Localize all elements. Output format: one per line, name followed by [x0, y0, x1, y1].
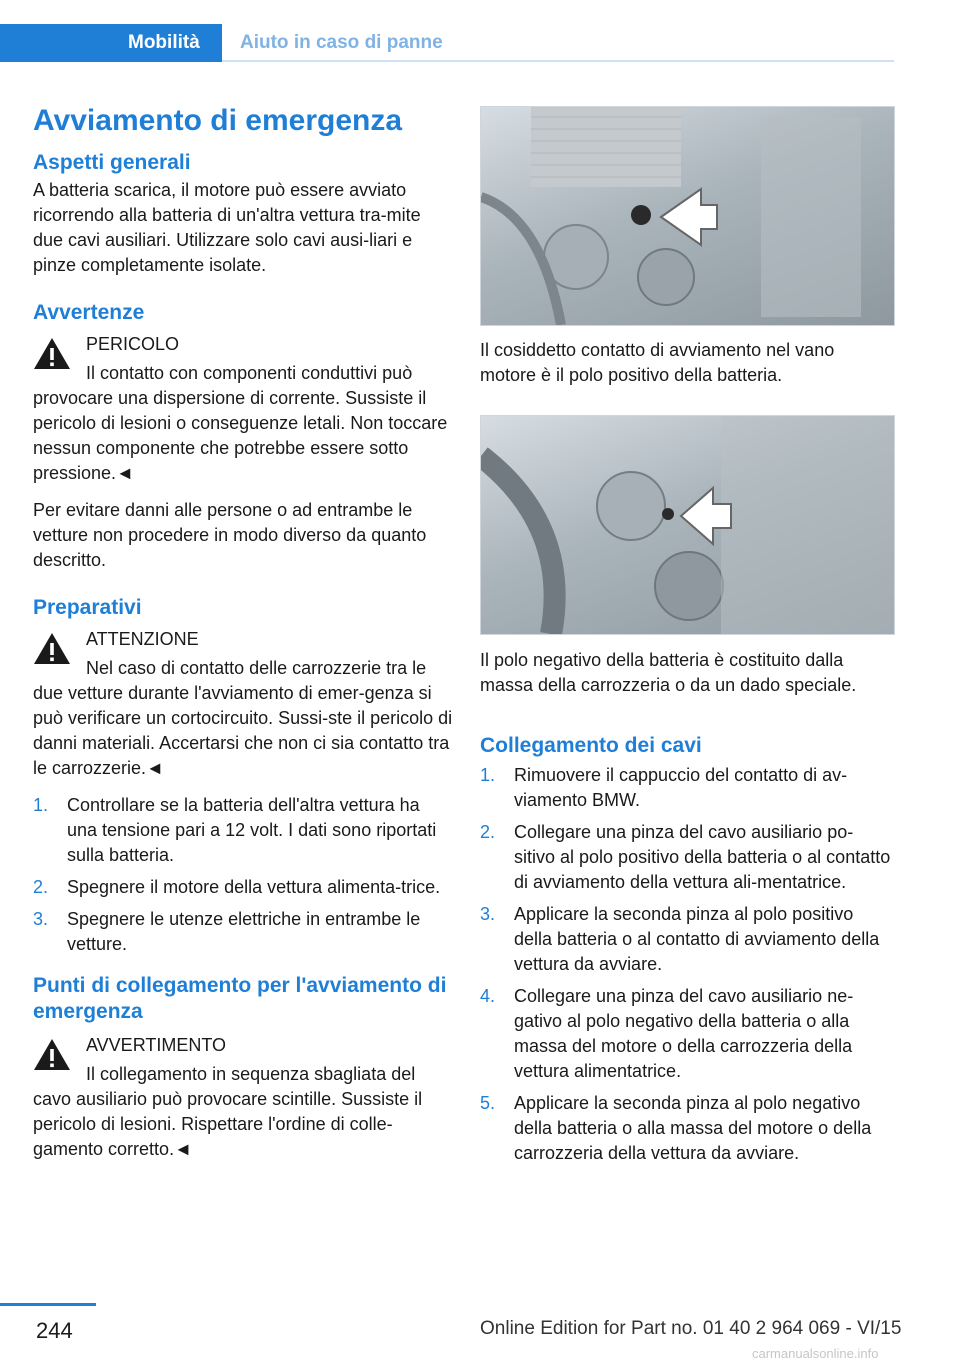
warning-title: AVVERTIMENTO: [86, 1035, 227, 1055]
warning-triangle-icon: [33, 1037, 71, 1071]
tab-mobilita[interactable]: [0, 24, 222, 62]
step-number: 5.: [480, 1093, 496, 1113]
warning-text: Il collegamento in sequenza sbagliata del cavo ausiliario può provocare scintille. Sussiste il pericolo di lesioni. Rispettare l'ordine di colle-gamento corretto.◄: [33, 1064, 423, 1159]
step-number: 2.: [33, 877, 49, 897]
prep-steps-list: [33, 793, 453, 957]
heading-connection-points: Punti di collegamento per l'avviamento di emergenza: [33, 974, 447, 1023]
list-item: [480, 984, 894, 1084]
step-text: Rimuovere il cappuccio del contatto di av-viamento BMW.: [514, 765, 848, 810]
left-column: [33, 104, 453, 1162]
caution-text: Nel caso di contatto delle carrozzerie tra le due vetture durante l'avviamento di emer-genza si può verificare un cortocircuito. Sussi-ste il pericolo di danni materiali. Accertarsi che non ci sia contatto tra le carrozzerie.◄: [33, 658, 453, 778]
step-text: Collegare una pinza del cavo ausiliario po-sitivo al polo positivo della batteria o al contatto di avviamento della vettura ali-mentatrice.: [514, 822, 891, 892]
list-item: [480, 763, 894, 813]
step-number: 1.: [480, 765, 496, 785]
danger-title: PERICOLO: [86, 334, 180, 354]
right-column-steps: [480, 733, 894, 1173]
heading-general: Aspetti generali: [33, 151, 191, 174]
list-item: [33, 907, 453, 957]
engine-bay-photo-negative: [480, 415, 895, 635]
tab-mobilita-label: Mobilità: [128, 32, 200, 53]
step-number: 2.: [480, 822, 496, 842]
step-text: Applicare la seconda pinza al polo positivo della batteria o al contatto di avviamento della vettura da avviare.: [514, 904, 880, 974]
caution-title: ATTENZIONE: [86, 629, 199, 649]
header-divider: [222, 60, 894, 62]
step-text: Spegnere le utenze elettriche in entrambe le vetture.: [67, 909, 421, 954]
edition-footer: Online Edition for Part no. 01 40 2 964 069 - VI/15: [480, 1318, 902, 1339]
step-number: 3.: [480, 904, 496, 924]
step-text: Applicare la seconda pinza al polo negativo della batteria o alla massa del motore o della carrozzeria della vettura da avviare.: [514, 1093, 872, 1163]
page-number: 244: [36, 1318, 73, 1343]
connect-steps-list: [480, 763, 894, 1166]
caption-negative: Il polo negativo della batteria è costituito dalla massa della carrozzeria o da un dado speciale.: [480, 650, 857, 695]
warning-triangle-icon: [33, 631, 71, 665]
danger-block: [33, 332, 453, 486]
step-number: 3.: [33, 909, 49, 929]
step-text: Collegare una pinza del cavo ausiliario ne-gativo al polo negativo della batteria o alla massa del motore o della carrozzeria della vettura alimentatrice.: [514, 986, 854, 1081]
list-item: [480, 1091, 894, 1166]
warning-block: [33, 1033, 453, 1162]
list-item: [33, 793, 453, 868]
arrow-icon: [661, 189, 717, 245]
step-text: Spegnere il motore della vettura alimenta-trice.: [67, 877, 441, 897]
heading-collegamento: Collegamento dei cavi: [480, 734, 702, 757]
heading-warnings: Avvertenze: [33, 301, 145, 324]
paragraph-avoid: Per evitare danni alle persone o ad entrambe le vetture non procedere in modo diverso da quanto descritto.: [33, 500, 427, 570]
tab-aiuto[interactable]: [222, 24, 894, 62]
step-number: 1.: [33, 795, 49, 815]
heading-preparativi: Preparativi: [33, 596, 142, 619]
page-number-rule: [0, 1303, 96, 1306]
danger-text: Il contatto con componenti conduttivi può provocare una dispersione di corrente. Sussiste il pericolo di lesioni o conseguenze letali. Non toccare nessun componente che potrebbe essere sotto pressione.◄: [33, 363, 448, 483]
warning-triangle-icon: [33, 336, 71, 370]
step-text: Controllare se la batteria dell'altra vettura ha una tensione pari a 12 volt. I dati sono riportati sulla batteria.: [67, 795, 437, 865]
caution-block: [33, 627, 453, 781]
list-item: [33, 875, 453, 900]
caption-positive: Il cosiddetto contatto di avviamento nel vano motore è il polo positivo della batteria.: [480, 340, 835, 385]
tab-aiuto-label: Aiuto in caso di panne: [240, 32, 443, 53]
paragraph-general: A batteria scarica, il motore può essere avviato ricorrendo alla batteria di un'altra vettura tra-mite due cavi ausiliari. Utilizzare solo cavi ausi-liari e pinze completamente isolate.: [33, 180, 421, 275]
step-number: 4.: [480, 986, 496, 1006]
list-item: [480, 902, 894, 977]
watermark: carmanualsonline.info: [752, 1346, 879, 1361]
engine-bay-photo-positive: [480, 106, 895, 326]
page-title: Avviamento di emergenza: [33, 104, 403, 137]
list-item: [480, 820, 894, 895]
